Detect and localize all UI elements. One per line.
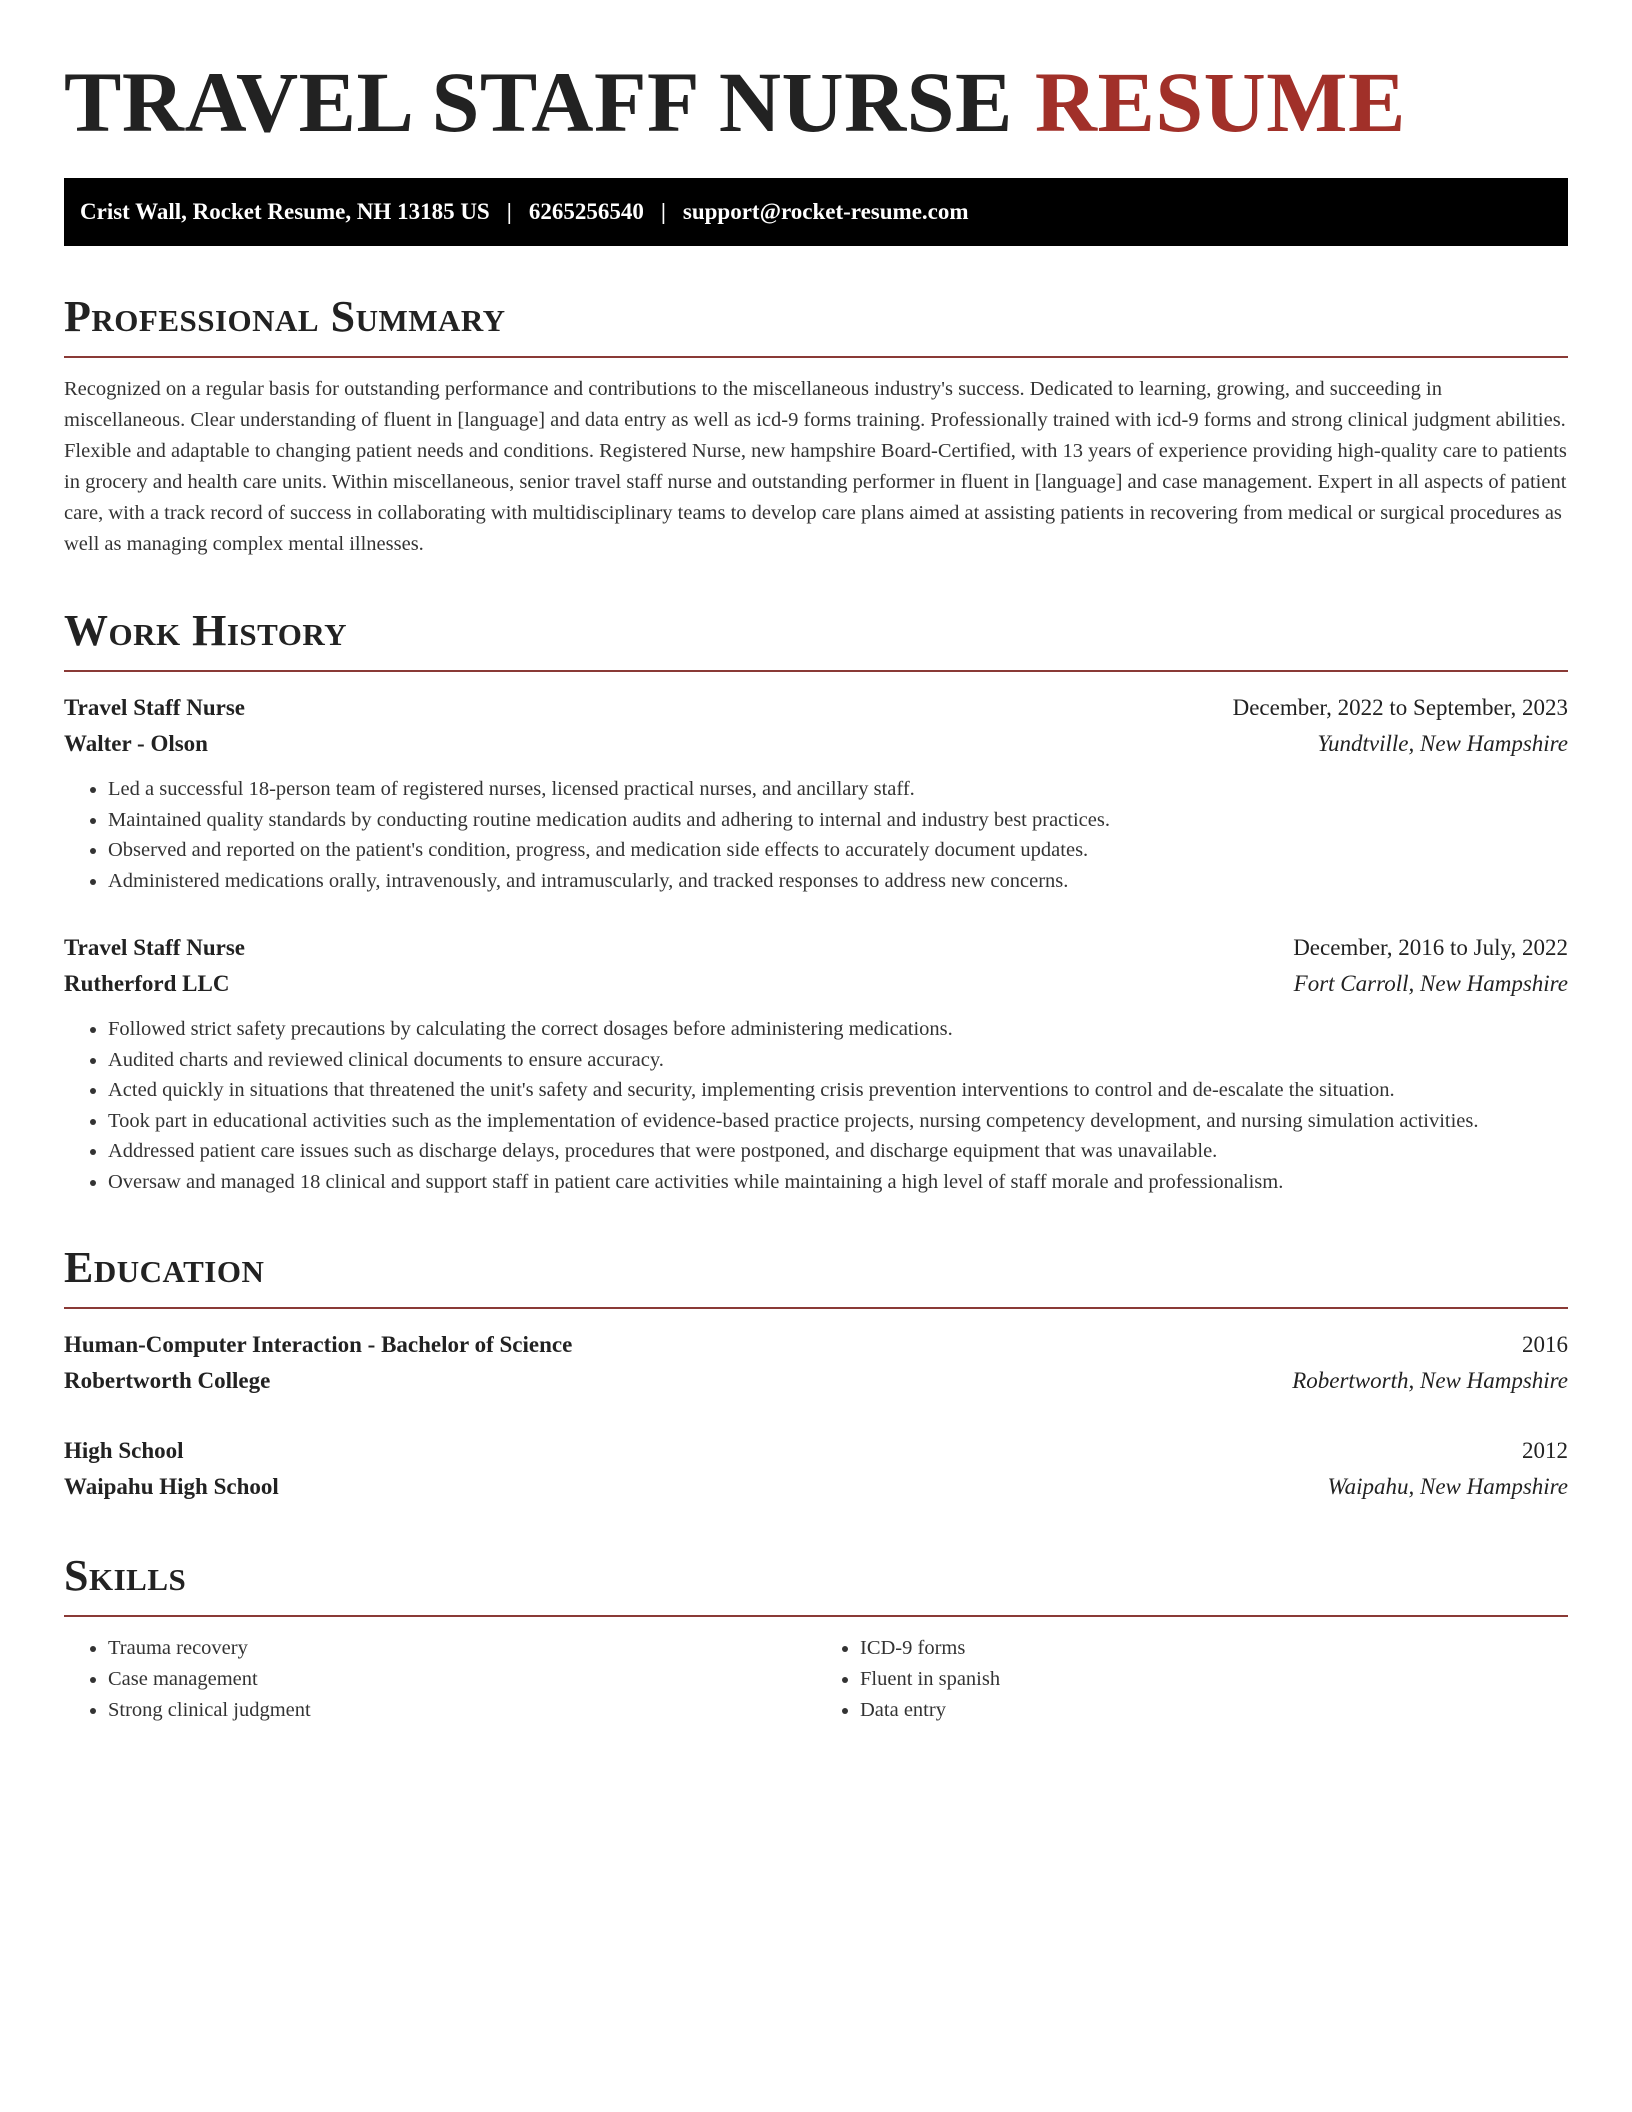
section-divider: [64, 670, 1568, 672]
skills-section: [64, 1551, 1568, 1726]
job-header-row: [64, 930, 1568, 966]
title-main: TRAVEL STAFF NURSE: [64, 54, 1013, 150]
education-entry: [64, 1433, 1568, 1505]
contact-address: Crist Wall, Rocket Resume, NH 13185 US: [80, 199, 490, 224]
education-section: [64, 1243, 1568, 1505]
job-title: Travel Staff Nurse: [64, 935, 245, 960]
education-degree: Human-Computer Interaction - Bachelor of Science: [64, 1332, 573, 1357]
job-bullet: • Led a successful 18-person team of registered nurses, licensed practical nurses, and ancillary staff.: [108, 774, 1568, 805]
section-divider: [64, 1307, 1568, 1309]
section-divider: [64, 356, 1568, 358]
education-school: Robertworth College: [64, 1368, 271, 1393]
education-location: Robertworth, New Hampshire: [1292, 1368, 1568, 1393]
section-heading: Education: [64, 1243, 265, 1292]
resume-title: [64, 0, 1568, 150]
job-entry: [64, 930, 1568, 1197]
job-location: Yundtville, New Hampshire: [1317, 731, 1568, 756]
section-heading: Work History: [64, 606, 348, 655]
contact-bar: [64, 178, 1568, 246]
skill-item: • Strong clinical judgment: [108, 1695, 816, 1726]
education-school-row: [64, 1363, 1568, 1399]
skill-item: • ICD-9 forms: [860, 1633, 1568, 1664]
contact-phone: 6265256540: [528, 199, 644, 224]
skill-item: • Data entry: [860, 1695, 1568, 1726]
job-company: Rutherford LLC: [64, 971, 230, 996]
education-year: 2016: [1522, 1332, 1568, 1357]
skills-columns: [64, 1633, 1568, 1726]
skill-item: • Trauma recovery: [108, 1633, 816, 1664]
work-history-section: [64, 606, 1568, 1197]
job-location: Fort Carroll, New Hampshire: [1293, 971, 1568, 996]
section-heading: Skills: [64, 1551, 187, 1600]
job-bullets: [64, 1014, 1568, 1197]
title-accent: RESUME: [1034, 54, 1406, 150]
job-dates: December, 2016 to July, 2022: [1293, 935, 1568, 960]
job-bullet: • Took part in educational activities such as the implementation of evidence-based practice projects, nursing competency development, and nursing simulation activities.: [108, 1106, 1568, 1137]
job-bullet: • Audited charts and reviewed clinical documents to ensure accuracy.: [108, 1045, 1568, 1076]
skill-item: • Fluent in spanish: [860, 1664, 1568, 1695]
education-location: Waipahu, New Hampshire: [1327, 1474, 1568, 1499]
job-company-row: [64, 726, 1568, 762]
education-school: Waipahu High School: [64, 1474, 279, 1499]
job-entry: [64, 690, 1568, 896]
education-degree: High School: [64, 1438, 184, 1463]
job-bullet: • Oversaw and managed 18 clinical and support staff in patient care activities while maintaining a high level of staff morale and professionalism.: [108, 1167, 1568, 1198]
job-bullet: • Observed and reported on the patient's condition, progress, and medication side effects to accurately document updates.: [108, 835, 1568, 866]
job-company-row: [64, 966, 1568, 1002]
contact-separator: |: [660, 199, 666, 224]
job-bullet: • Administered medications orally, intravenously, and intramuscularly, and tracked responses to address new concerns.: [108, 866, 1568, 897]
education-header-row: [64, 1327, 1568, 1363]
job-header-row: [64, 690, 1568, 726]
education-school-row: [64, 1469, 1568, 1505]
education-entry: [64, 1327, 1568, 1399]
summary-section: [64, 292, 1568, 560]
job-bullet: • Followed strict safety precautions by calculating the correct dosages before administering medications.: [108, 1014, 1568, 1045]
job-bullet: • Maintained quality standards by conducting routine medication audits and adhering to internal and industry best practices.: [108, 805, 1568, 836]
skills-list-right: [816, 1633, 1568, 1726]
job-bullet: • Addressed patient care issues such as discharge delays, procedures that were postponed, and discharge equipment that was unavailable.: [108, 1136, 1568, 1167]
job-title: Travel Staff Nurse: [64, 695, 245, 720]
summary-text: Recognized on a regular basis for outstanding performance and contributions to the miscellaneous industry's success. Dedicated to learning, growing, and succeeding in miscellaneous. Clear understanding of fluent in [language] and data entry as well as icd-9 forms training. Professionally trained with icd-9 forms and strong clinical judgment abilities. Flexible and adaptable to changing patient needs and conditions. Registered Nurse, new hampshire Board-Certified, with 13 years of experience providing high-quality care to patients in grocery and health care units. Within miscellaneous, senior travel staff nurse and outstanding performer in fluent in [language] and case management. Expert in all aspects of patient care, with a track record of success in collaborating with multidisciplinary teams to develop care plans aimed at assisting patients in recovering from medical or surgical procedures as well as managing complex mental illnesses.: [64, 378, 1567, 555]
section-heading: Professional Summary: [64, 292, 506, 341]
section-divider: [64, 1615, 1568, 1617]
education-header-row: [64, 1433, 1568, 1469]
skill-item: • Case management: [108, 1664, 816, 1695]
job-bullets: [64, 774, 1568, 896]
contact-separator: |: [506, 199, 512, 224]
job-bullet: • Acted quickly in situations that threatened the unit's safety and security, implementing crisis prevention interventions to control and de-escalate the situation.: [108, 1075, 1568, 1106]
contact-email[interactable]: support@rocket-resume.com: [682, 199, 969, 224]
skills-list-left: [64, 1633, 816, 1726]
job-dates: December, 2022 to September, 2023: [1232, 695, 1568, 720]
education-year: 2012: [1522, 1438, 1568, 1463]
job-company: Walter - Olson: [64, 731, 208, 756]
